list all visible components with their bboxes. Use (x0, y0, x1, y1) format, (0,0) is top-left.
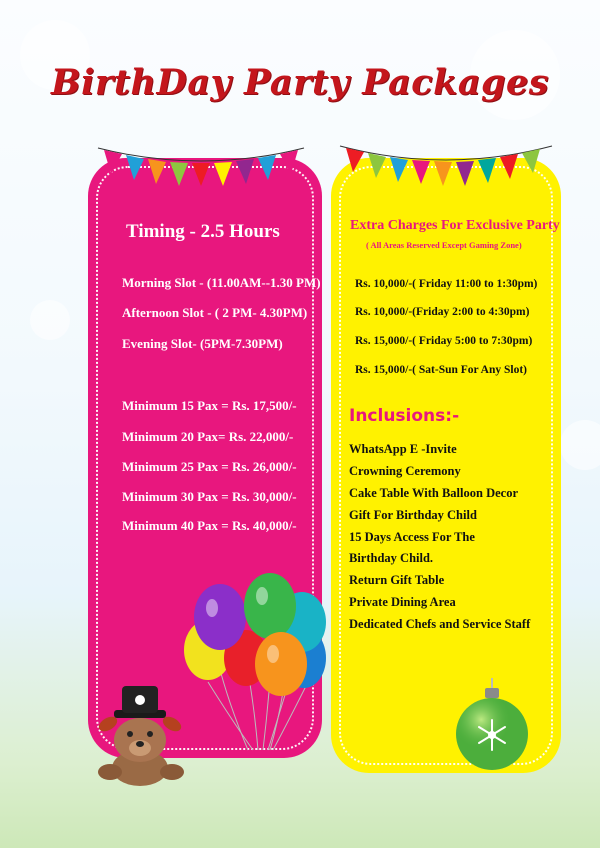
price-20-pax: Minimum 20 Pax= Rs. 22,000/- (122, 429, 294, 444)
price-40-pax: Minimum 40 Pax = Rs. 40,000/- (122, 518, 297, 533)
extra-charges-heading: Extra Charges For Exclusive Party (350, 218, 560, 233)
inclusion-item: 15 Days Access For The (349, 530, 475, 544)
page-title: BirthDay Party Packages (51, 62, 549, 103)
inclusion-item: WhatsApp E -Invite (349, 442, 457, 456)
inclusion-item: Crowning Ceremony (349, 464, 461, 478)
ornament-icon (452, 676, 532, 776)
inclusion-item: Cake Table With Balloon Decor (349, 486, 519, 500)
charge-weekend: Rs. 15,000/-( Sat-Sun For Any Slot) (355, 364, 527, 376)
bunting-icon (338, 138, 554, 190)
morning-slot: Morning Slot - (11.00AM--1.30 PM) (122, 275, 321, 290)
extra-charges-subheading: ( All Areas Reserved Except Gaming Zone) (366, 240, 522, 250)
inclusion-item: Dedicated Chefs and Service Staff (349, 617, 531, 631)
evening-slot: Evening Slot- (5PM-7.30PM) (122, 336, 283, 351)
charge-friday-morning: Rs. 10,000/-( Friday 11:00 to 1:30pm) (355, 278, 538, 290)
price-25-pax: Minimum 25 Pax = Rs. 26,000/- (122, 459, 297, 474)
charge-friday-afternoon: Rs. 10,000/-(Friday 2:00 to 4:30pm) (355, 306, 530, 318)
inclusion-item: Gift For Birthday Child (349, 508, 477, 522)
price-15-pax: Minimum 15 Pax = Rs. 17,500/- (122, 398, 297, 413)
afternoon-slot: Afternoon Slot - ( 2 PM- 4.30PM) (122, 305, 308, 320)
background-bokeh (30, 300, 70, 340)
inclusion-item: Birthday Child. (349, 551, 434, 565)
charge-friday-evening: Rs. 15,000/-( Friday 5:00 to 7:30pm) (355, 335, 533, 347)
inclusions-heading: Inclusions:- (349, 406, 460, 426)
price-30-pax: Minimum 30 Pax = Rs. 30,000/- (122, 489, 297, 504)
background-bokeh (560, 420, 600, 470)
bunting-icon (96, 140, 306, 188)
inclusion-item: Private Dining Area (349, 595, 456, 609)
teddy-bear-icon (92, 680, 187, 790)
balloons-icon (178, 572, 338, 752)
inclusion-item: Return Gift Table (349, 573, 445, 587)
timing-heading: Timing - 2.5 Hours (126, 221, 280, 242)
